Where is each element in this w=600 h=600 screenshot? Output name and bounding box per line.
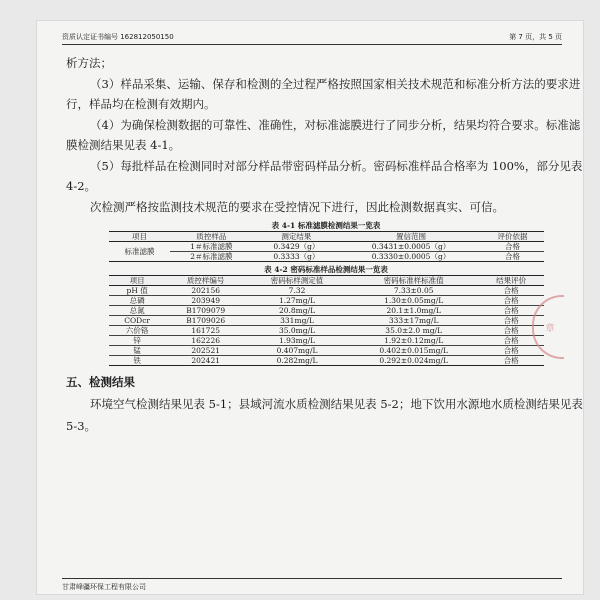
page-header <box>62 28 562 45</box>
table-cell: 333±17mg/L <box>348 316 478 326</box>
table-cell: 合格 <box>479 286 544 296</box>
table2-header: 质控样编号 <box>166 276 246 286</box>
page-footer: 甘肃峰疆环保工程有限公司 <box>62 578 562 592</box>
table-cell: 合格 <box>479 296 544 306</box>
table-cell: 合格 <box>479 336 544 346</box>
table-row <box>109 326 544 336</box>
table-cell: 1.27mg/L <box>246 296 349 306</box>
table2-body <box>109 286 544 366</box>
table-cell: pH 值 <box>109 286 166 296</box>
table-cell: 7.32 <box>246 286 349 296</box>
table-cell: B1709026 <box>166 316 246 326</box>
table-cell: 1.30±0.05mg/L <box>348 296 478 306</box>
paragraph-0: 析方法； <box>66 56 112 70</box>
table-cell: CODcr <box>109 316 166 326</box>
table-cell: 35.0±2.0 mg/L <box>348 326 478 336</box>
table-cell: 0.3330±0.0005（g） <box>340 252 481 262</box>
table1-header: 评价依据 <box>482 232 544 242</box>
table1-header: 质控样品 <box>170 232 252 242</box>
table-cell: 合格 <box>482 242 544 252</box>
table-row <box>109 316 544 326</box>
table1-caption: 表 4-1 标准滤膜检测结果一览表 <box>271 221 381 230</box>
stamp-text: 章 <box>543 322 554 332</box>
document-body <box>66 53 586 437</box>
filter-membrane-table <box>109 231 544 262</box>
paragraph-4: 次检测严格按监测技术规范的要求在受控情况下进行，因此检测数据真实、可信。 <box>90 199 504 214</box>
section5-text: 环境空气检测结果见表 5-1；县域河流水质检测结果见表 5-2；地下饮用水源地水质检测结果见表 5-3。 <box>66 396 583 433</box>
table1-header: 项目 <box>109 232 171 242</box>
paragraph-2: （4）为确保检测数据的可靠性、准确性，对标准滤膜进行了同步分析，结果均符合要求。标准滤膜检测结果见表 4-1。 <box>66 117 581 152</box>
table-cell: 锌 <box>109 336 166 346</box>
table2-header: 密码标准样标准值 <box>348 276 478 286</box>
reference-sample-table <box>109 275 544 366</box>
table1-header-row <box>109 232 544 242</box>
table-row <box>109 252 544 262</box>
table2-header-row <box>109 276 544 286</box>
table-cell: 1＃标准滤膜 <box>170 242 252 252</box>
table-cell: 161725 <box>166 326 246 336</box>
table-row <box>109 286 544 296</box>
table1-group-label: 标准滤膜 <box>109 242 171 262</box>
table-row <box>109 242 544 252</box>
table-cell: 202521 <box>166 346 246 356</box>
table-cell: 35.0mg/L <box>246 326 349 336</box>
table-cell: 总磷 <box>109 296 166 306</box>
table-cell: 162226 <box>166 336 246 346</box>
table-cell: 20.8mg/L <box>246 306 349 316</box>
paragraph-3: （5）每批样品在检测同时对部分样品带密码样品分析。密码标准样品合格率为 100%，部分见表 4-2。 <box>66 158 583 193</box>
table2-header: 结果评价 <box>479 276 544 286</box>
table-cell: 锰 <box>109 346 166 356</box>
page-number: 第 7 页，共 5 页 <box>509 33 562 41</box>
paragraph-1: （3）样品采集、运输、保存和检测的全过程严格按照国家相关技术规范和标准分析方法的要求进行，样品均在检测有效期内。 <box>66 76 581 111</box>
table-cell: 合格 <box>479 316 544 326</box>
table-cell: 0.292±0.024mg/L <box>348 356 478 366</box>
table-cell: 7.33±0.05 <box>348 286 478 296</box>
table-cell: 合格 <box>482 252 544 262</box>
table-cell: 合格 <box>479 356 544 366</box>
table-cell: 203949 <box>166 296 246 306</box>
table-cell: 1.93mg/L <box>246 336 349 346</box>
certificate-number: 资质认定证书编号 162812050150 <box>62 33 174 41</box>
table-cell: 20.1±1.0mg/L <box>348 306 478 316</box>
table-row <box>109 296 544 306</box>
table2-header: 密码标样测定值 <box>246 276 349 286</box>
table-row <box>109 306 544 316</box>
table-row <box>109 346 544 356</box>
table-cell: 铁 <box>109 356 166 366</box>
table-cell: 总氮 <box>109 306 166 316</box>
table-cell: 合格 <box>479 326 544 336</box>
table-cell: 0.3429（g） <box>252 242 340 252</box>
table-cell: 0.3431±0.0005（g） <box>340 242 481 252</box>
table-row <box>109 356 544 366</box>
table1-header: 置信范围 <box>340 232 481 242</box>
table-cell: 331mg/L <box>246 316 349 326</box>
table-cell: 202156 <box>166 286 246 296</box>
table2-header: 项目 <box>109 276 166 286</box>
table-cell: 2＃标准滤膜 <box>170 252 252 262</box>
table-cell: 1.92±0.12mg/L <box>348 336 478 346</box>
table1-header: 测定结果 <box>252 232 340 242</box>
document-page <box>36 20 584 595</box>
table-cell: 合格 <box>479 306 544 316</box>
table-cell: 六价铬 <box>109 326 166 336</box>
table-cell: 合格 <box>479 346 544 356</box>
table-cell: 0.282mg/L <box>246 356 349 366</box>
table-cell: 0.402±0.015mg/L <box>348 346 478 356</box>
table-cell: 0.407mg/L <box>246 346 349 356</box>
table-cell: B1709079 <box>166 306 246 316</box>
table-cell: 202421 <box>166 356 246 366</box>
table-cell: 0.3333（g） <box>252 252 340 262</box>
table-row <box>109 336 544 346</box>
table2-caption: 表 4-2 密码标准样品检测结果一览表 <box>264 265 388 274</box>
section5-title: 五、检测结果 <box>66 375 135 389</box>
